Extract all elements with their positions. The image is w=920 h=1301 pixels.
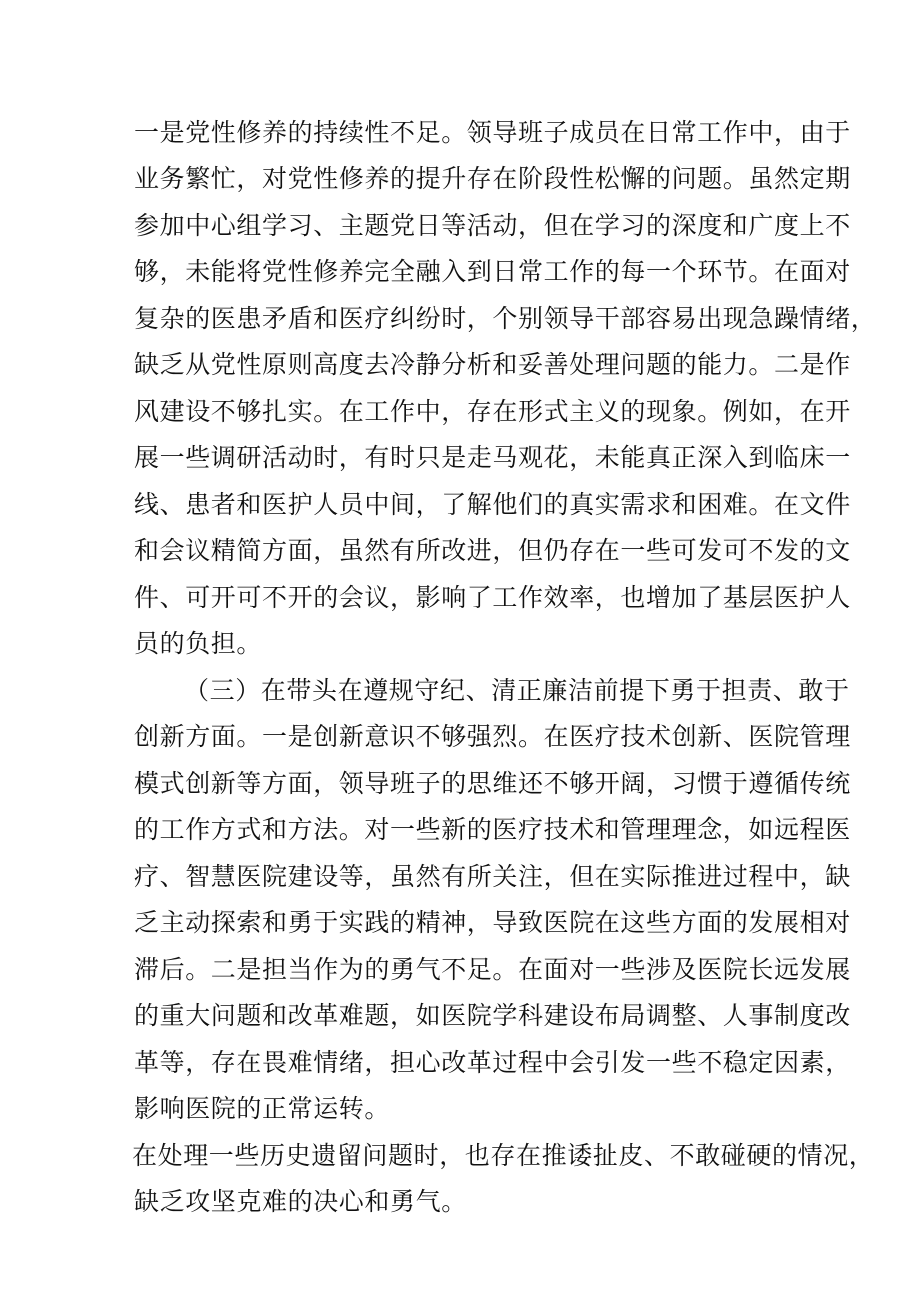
text-line: 线、患者和医护人员中间，了解他们的真实需求和困难。在文件 [134,490,851,519]
text-line: 在处理一些历史遗留问题时，也存在推诿扯皮、不敢碰硬的情况， [132,1141,875,1170]
text-line: 和会议精简方面，虽然有所改进，但仍存在一些可发可不发的文 [134,536,851,565]
text-line: 疗、智慧医院建设等，虽然有所关注，但在实际推进过程中，缺 [134,862,851,891]
text-line: 展一些调研活动时，有时只是走马观花，未能真正深入到临床一 [134,443,851,472]
text-line: 模式创新等方面，领导班子的思维还不够开阔，习惯于遵循传统 [134,769,851,798]
text-line: 参加中心组学习、主题党日等活动，但在学习的深度和广度上不 [134,211,851,240]
text-line: 够，未能将党性修养完全融入到日常工作的每一个环节。在面对 [134,257,851,286]
text-line: 员的负担。 [134,629,263,658]
section-heading-line: （三）在带头在遵规守纪、清正廉洁前提下勇于担责、敢于 [184,676,850,705]
text-line: 的工作方式和方法。对一些新的医疗技术和管理理念，如远程医 [134,815,851,844]
text-line: 风建设不够扎实。在工作中，存在形式主义的现象。例如，在开 [134,397,851,426]
text-line: 的重大问题和改革难题，如医院学科建设布局调整、人事制度改 [134,1001,851,1030]
text-line: 复杂的医患矛盾和医疗纠纷时，个别领导干部容易出现急躁情绪， [134,304,877,333]
text-line: 滞后。二是担当作为的勇气不足。在面对一些涉及医院长远发展 [134,955,851,984]
text-line: 缺乏从党性原则高度去冷静分析和妥善处理问题的能力。二是作 [134,350,851,379]
text-line: 影响医院的正常运转。 [134,1094,391,1123]
text-line: 革等，存在畏难情绪，担心改革过程中会引发一些不稳定因素， [134,1048,851,1077]
text-line: 一是党性修养的持续性不足。领导班子成员在日常工作中，由于 [134,118,851,147]
text-line: 业务繁忙，对党性修养的提升存在阶段性松懈的问题。虽然定期 [134,164,851,193]
text-line: 乏主动探索和勇于实践的精神，导致医院在这些方面的发展相对 [134,908,851,937]
text-line: 缺乏攻坚克难的决心和勇气。 [134,1187,467,1216]
text-line: 创新方面。一是创新意识不够强烈。在医疗技术创新、医院管理 [134,722,851,751]
text-line: 件、可开可不开的会议，影响了工作效率，也增加了基层医护人 [134,583,851,612]
